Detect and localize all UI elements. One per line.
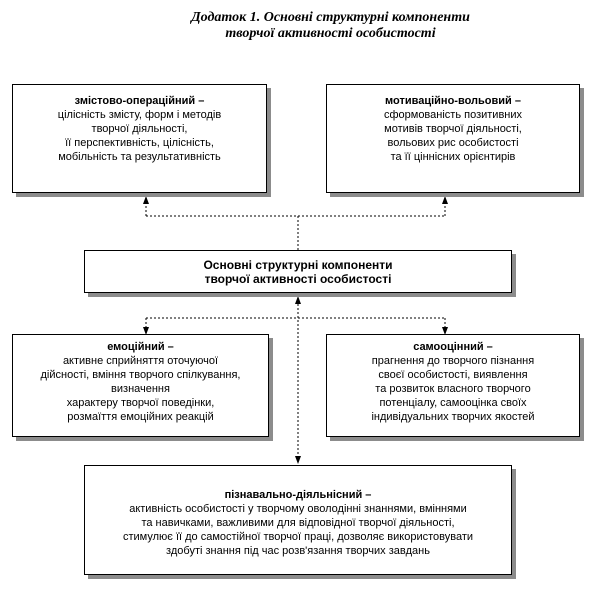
emotional-line-2: дійсності, вміння творчого спілкування, — [40, 369, 241, 381]
emotional-line-5: розмаїття емоційних реакцій — [67, 411, 214, 423]
cognitive-line-4: здобуті знання під час розв'язання творчих завдань — [166, 545, 430, 557]
content-op-line-2: творчої діяльності, — [91, 123, 188, 135]
motivational-line-4: та її ціннісних орієнтирів — [390, 151, 516, 163]
motivational-heading: мотиваційно-вольовий – — [385, 95, 521, 107]
self-eval-heading: самооцінний – — [413, 341, 493, 353]
box-central-components — [84, 250, 512, 293]
content-op-line-4: мобільність та результативність — [58, 151, 221, 163]
title-line-2: творчої активності особистості — [225, 26, 436, 41]
self-eval-line-2: своєї особистості, виявлення — [378, 369, 528, 381]
content-op-line-3: її перспективність, цілісність, — [65, 137, 214, 149]
box-self-evaluation — [326, 334, 580, 437]
content-op-line-1: цілісність змісту, форм і методів — [57, 109, 222, 121]
title-line-1: Додаток 1. Основні структурні компоненти — [191, 10, 470, 25]
box-cognitive-activity — [84, 465, 512, 575]
emotional-line-4: характеру творчої поведінки, — [66, 397, 215, 409]
content-op-heading: змістово-операційний – — [74, 95, 205, 107]
self-eval-line-1: прагнення до творчого пізнання — [371, 355, 535, 367]
motivational-line-1: сформованість позитивних — [383, 109, 523, 121]
self-eval-line-3: та розвиток власного творчого — [375, 383, 531, 395]
emotional-heading: емоційний – — [107, 341, 174, 353]
cognitive-line-1: активність особистості у творчому оволодінні знаннями, вміннями — [129, 503, 467, 515]
center-line-2: творчої активності особистості — [204, 272, 392, 286]
box-content-operational — [12, 84, 267, 193]
self-eval-line-5: індивідуальних творчих якостей — [371, 411, 535, 423]
cognitive-heading: пізнавально-діяльнісний – — [224, 489, 372, 501]
emotional-line-1: активне сприйняття оточуючої — [62, 355, 219, 367]
box-motivational-volitional — [326, 84, 580, 193]
motivational-line-3: вольових рис особистості — [387, 137, 519, 149]
self-eval-line-4: потенціалу, самооцінка своїх — [379, 397, 527, 409]
cognitive-line-2: та навичками, важливими для відповідної творчої діяльності, — [141, 517, 455, 529]
cognitive-line-3: стимулює її до самостійної творчої праці, дозволяє використовувати — [122, 531, 474, 543]
center-line-1: Основні структурні компоненти — [203, 258, 393, 272]
box-emotional — [12, 334, 269, 437]
emotional-line-3: визначення — [111, 383, 170, 395]
motivational-line-2: мотивів творчої діяльності, — [384, 123, 522, 135]
